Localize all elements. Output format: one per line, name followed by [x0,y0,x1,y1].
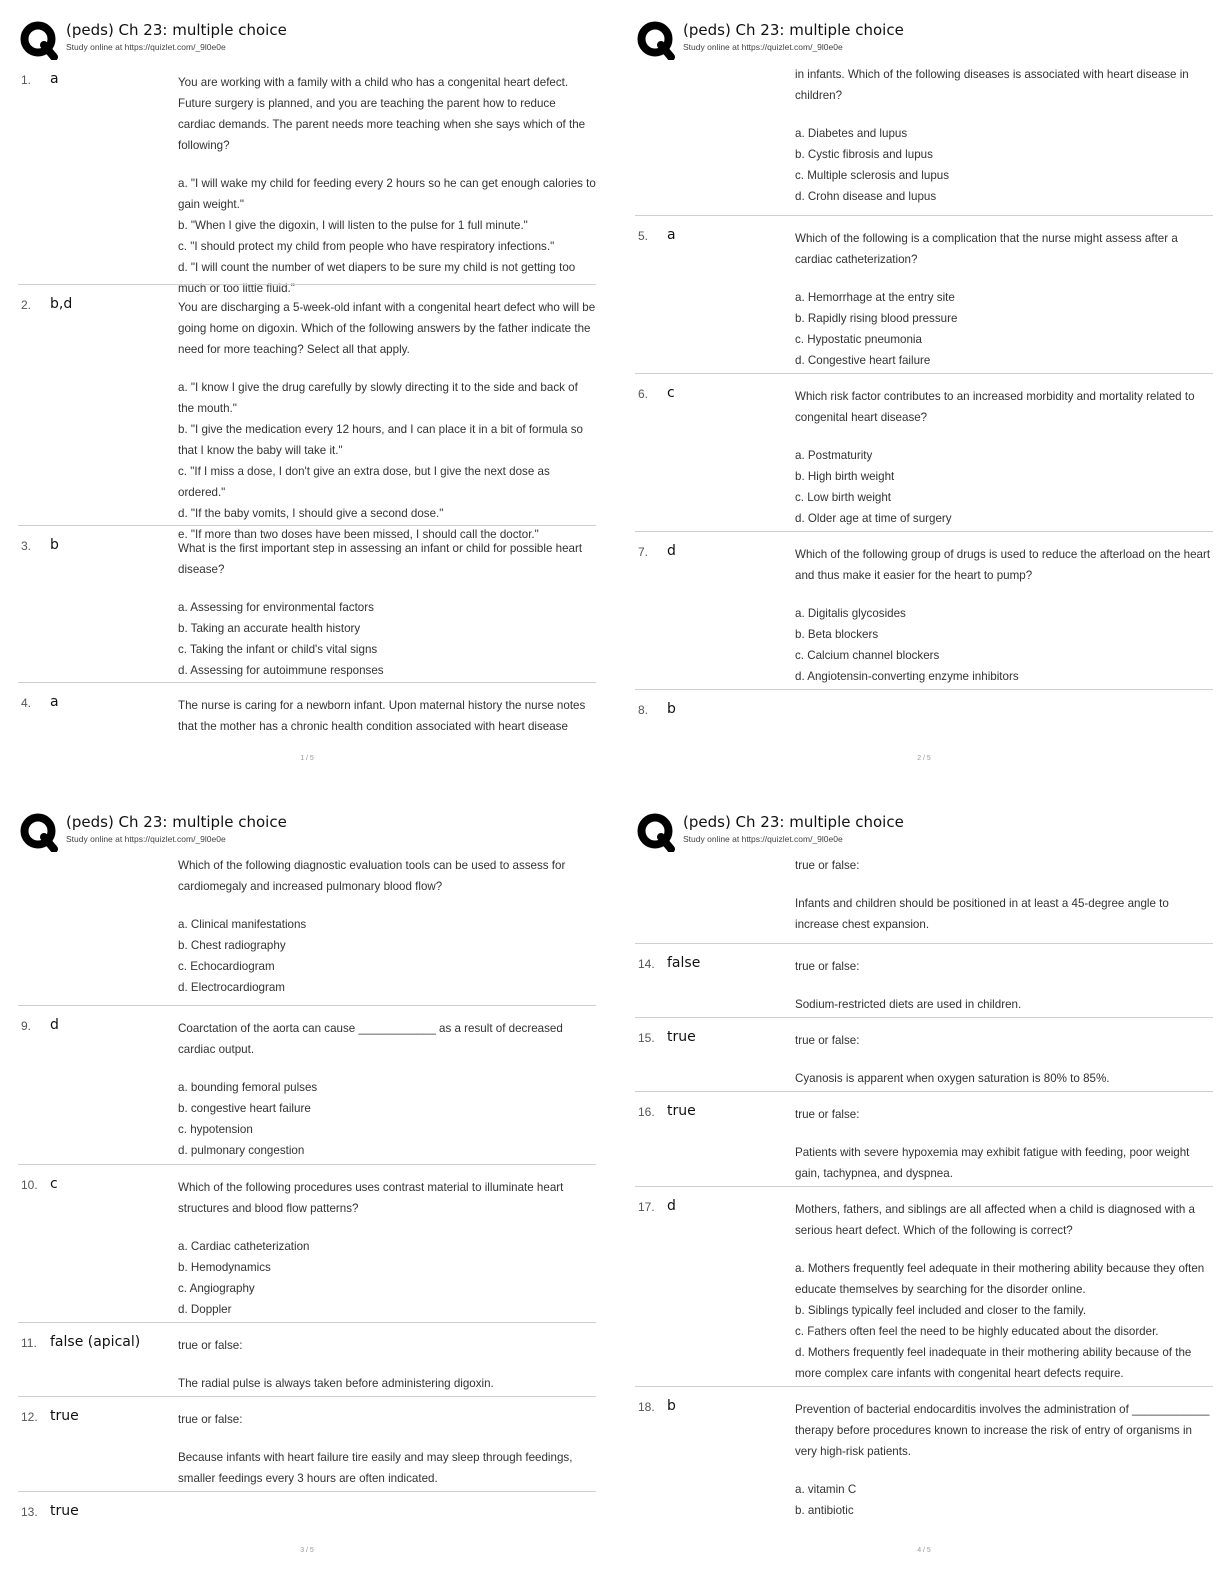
card-number: 12. [21,1410,38,1424]
doc-title: (peds) Ch 23: multiple choice [683,21,904,39]
question-text: true or false: [795,960,860,973]
card-question-block [795,1030,1213,1089]
card-15 [635,1017,1213,1085]
card-number: 1. [21,73,32,87]
statement: The radial pulse is always taken before administering digoxin. [178,1377,494,1390]
card-question-block [178,1018,596,1161]
option-c: c. Echocardiogram [178,960,275,973]
option-b: b. Cystic fibrosis and lupus [795,148,933,161]
option-c: c. hypotension [178,1123,253,1136]
card-number: 13. [21,1505,38,1519]
card-answer: b [50,537,59,553]
option-a: a. Diabetes and lupus [795,127,908,140]
question-text: Prevention of bacterial endocarditis involves the administration of ____________ therapy before procedures known to increase the risk of entry of organisms in very high-risk patients. [795,1403,1210,1458]
option-b: b. "When I give the digoxin, I will listen to the pulse for 1 full minute." [178,219,528,232]
card-answer: true [667,1103,696,1119]
option-c: c. Angiography [178,1282,255,1295]
doc-title: (peds) Ch 23: multiple choice [66,21,287,39]
card-number: 17. [638,1200,655,1214]
statement: Sodium-restricted diets are used in children. [795,998,1022,1011]
card-answer: c [50,1176,58,1192]
continued-question [178,855,596,998]
option-b: b. High birth weight [795,470,895,483]
card-number: 7. [638,545,649,559]
doc-subtitle[interactable]: Study online at https://quizlet.com/_9l0e0e [66,42,226,52]
page-1 [18,20,596,780]
card-6 [635,373,1213,525]
quizlet-logo-icon [635,20,675,60]
option-c: c. "If I miss a dose, I don't give an extra dose, but I give the next dose as ordered." [178,465,550,499]
option-a: a. Hemorrhage at the entry site [795,291,955,304]
card-answer: c [667,385,675,401]
card-4 [18,682,596,733]
card-number: 2. [21,298,32,312]
option-c: c. Calcium channel blockers [795,649,940,662]
option-b: b. Siblings typically feel included and closer to the family. [795,1304,1087,1317]
continued-text: true or false: [795,859,860,872]
question-text: Which of the following procedures uses contrast material to illuminate heart structures and blood flow patterns? [178,1181,564,1215]
option-a: a. Cardiac catheterization [178,1240,310,1253]
page-footer: 4 / 5 [917,1547,931,1554]
continued-text: in infants. Which of the following diseases is associated with heart disease in children? [795,68,1189,102]
option-c: c. Fathers often feel the need to be highly educated about the disorder. [795,1325,1159,1338]
question-text: true or false: [795,1034,860,1047]
card-answer: b [667,701,676,717]
option-c: c. Hypostatic pneumonia [795,333,922,346]
page-header [635,20,1213,60]
card-number: 8. [638,703,649,717]
option-b: b. antibiotic [795,1504,854,1517]
card-question-block [795,1199,1213,1384]
card-answer: a [667,227,676,243]
card-question-block [178,1177,596,1320]
option-d: d. Older age at time of surgery [795,512,952,525]
option-b: b. Hemodynamics [178,1261,271,1274]
option-d: d. "If the baby vomits, I should give a second dose." [178,507,444,520]
doc-subtitle[interactable]: Study online at https://quizlet.com/_9l0e0e [683,834,843,844]
page-footer: 3 / 5 [300,1547,314,1554]
option-b: b. Taking an accurate health history [178,622,361,635]
statement: Because infants with heart failure tire easily and may sleep through feedings, smaller feedings every 3 hours are often indicated. [178,1451,573,1485]
statement: Cyanosis is apparent when oxygen saturation is 80% to 85%. [795,1072,1110,1085]
card-13 [18,1491,596,1519]
card-answer: d [667,543,676,559]
card-answer: d [50,1017,59,1033]
option-d: d. Mothers frequently feel inadequate in their mothering ability because of the more complex care infants with congenital heart defects require. [795,1346,1192,1380]
question-text: You are working with a family with a child who has a congenital heart defect. Future surgery is planned, and you are teaching the parent how to reduce cardiac demands. The parent needs more teaching when she says which of the following? [178,76,586,152]
continued-question [795,64,1213,207]
option-a: a. Mothers frequently feel adequate in their mothering ability because they often educate themselves by searching for the disorder online. [795,1262,1205,1296]
card-number: 14. [638,957,655,971]
card-answer: true [50,1408,79,1424]
card-number: 15. [638,1031,655,1045]
question-text: You are discharging a 5-week-old infant with a congenital heart defect who will be going home on digoxin. Which of the following answers by the father indicate the need for more teaching? Select all that apply. [178,301,596,356]
question-text: true or false: [178,1413,243,1426]
card-answer: a [50,694,59,710]
option-b: b. Chest radiography [178,939,286,952]
card-7 [635,531,1213,683]
card-12 [18,1396,596,1485]
option-a: a. Assessing for environmental factors [178,601,374,614]
page-2 [635,20,1213,780]
doc-subtitle[interactable]: Study online at https://quizlet.com/_9l0e0e [66,834,226,844]
card-5 [635,215,1213,367]
option-d: d. "I will count the number of wet diapers to be sure my child is not getting too much or too little fluid." [178,261,576,295]
page-3 [18,812,596,1572]
card-question-block [178,1335,596,1394]
statement: Patients with severe hypoxemia may exhibit fatigue with feeding, poor weight gain, tachypnea, and dyspnea. [795,1146,1190,1180]
quizlet-logo-icon [18,20,58,60]
question-text: Mothers, fathers, and siblings are all affected when a child is diagnosed with a serious heart defect. Which of the following is correct? [795,1203,1196,1237]
option-b: b. congestive heart failure [178,1102,311,1115]
card-question-block [795,1104,1213,1184]
card-number: 10. [21,1178,38,1192]
question-text: Coarctation of the aorta can cause ____________ as a result of decreased cardiac output. [178,1022,563,1056]
card-16 [635,1091,1213,1180]
quizlet-logo-icon [18,812,58,852]
card-question-block [795,1399,1213,1521]
page-4 [635,812,1213,1572]
option-a: a. "I know I give the drug carefully by slowly directing it to the side and back of the mouth." [178,381,578,415]
card-question-block [178,72,596,299]
card-question-block [795,956,1213,1015]
doc-subtitle[interactable]: Study online at https://quizlet.com/_9l0e0e [683,42,843,52]
card-question-block [795,228,1213,371]
option-d: d. pulmonary congestion [178,1144,305,1157]
card-14 [635,943,1213,1011]
card-10 [18,1164,596,1316]
continued-question [795,855,1213,935]
option-b: b. Beta blockers [795,628,879,641]
card-question-block [795,544,1213,687]
option-e: e. "If more than two doses have been missed, I should call the doctor." [178,528,539,541]
page-footer: 2 / 5 [917,755,931,762]
card-18 [635,1386,1213,1517]
question-text: true or false: [178,1339,243,1352]
card-answer: true [667,1029,696,1045]
card-question-block [178,1409,596,1489]
card-answer: a [50,71,59,87]
option-d: d. Doppler [178,1303,232,1316]
option-c: c. Taking the infant or child's vital signs [178,643,378,656]
question-text: Which of the following is a complication that the nurse might assess after a cardiac catheterization? [795,232,1178,266]
card-answer: b,d [50,296,73,312]
option-a: a. Postmaturity [795,449,873,462]
card-answer: d [667,1198,676,1214]
option-a: a. "I will wake my child for feeding every 2 hours so he can get enough calories to gain weight." [178,177,596,211]
option-a: a. Clinical manifestations [178,918,307,931]
option-d: d. Assessing for autoimmune responses [178,664,384,677]
option-d: d. Electrocardiogram [178,981,285,994]
card-answer: true [50,1503,79,1519]
card-number: 11. [21,1336,37,1350]
continued-text: Which of the following diagnostic evaluation tools can be used to assess for cardiomegaly and increased pulmonary blood flow? [178,859,566,893]
page-header [18,812,596,852]
card-question-block [795,386,1213,529]
card-17 [635,1186,1213,1380]
card-number: 4. [21,696,32,710]
doc-title: (peds) Ch 23: multiple choice [66,813,287,831]
card-answer: false [667,955,701,971]
option-b: b. Rapidly rising blood pressure [795,312,958,325]
card-answer: b [667,1398,676,1414]
card-11 [18,1322,596,1390]
question-text: Which risk factor contributes to an increased morbidity and mortality related to congenital heart disease? [795,390,1195,424]
card-number: 3. [21,539,32,553]
card-number: 9. [21,1019,32,1033]
option-c: c. Low birth weight [795,491,892,504]
option-c: c. Multiple sclerosis and lupus [795,169,950,182]
card-number: 6. [638,387,649,401]
card-number: 5. [638,229,649,243]
option-b: b. "I give the medication every 12 hours, and I can place it in a bit of formula so that I know the baby will take it." [178,423,583,457]
card-answer: false (apical) [50,1334,141,1350]
page-header [635,812,1213,852]
question-text: true or false: [795,1108,860,1121]
card-question-block [178,297,596,545]
card-question-block [178,695,596,737]
question-text: The nurse is caring for a newborn infant. Upon maternal history the nurse notes that the mother has a chronic health condition associated with heart disease [178,699,586,733]
option-a: a. bounding femoral pulses [178,1081,318,1094]
option-c: c. "I should protect my child from people who have respiratory infections." [178,240,555,253]
option-a: a. Digitalis glycosides [795,607,906,620]
statement: Infants and children should be positioned in at least a 45-degree angle to increase chest expansion. [795,897,1169,931]
option-d: d. Crohn disease and lupus [795,190,937,203]
question-text: Which of the following group of drugs is used to reduce the afterload on the heart and thus make it easier for the heart to pump? [795,548,1211,582]
card-question-block [178,538,596,681]
option-d: d. Angiotensin-converting enzyme inhibitors [795,670,1019,683]
card-9 [18,1005,596,1157]
page-footer: 1 / 5 [300,755,314,762]
card-8 [635,689,1213,717]
question-text: What is the first important step in assessing an infant or child for possible heart disease? [178,542,583,576]
page-header [18,20,596,60]
card-2 [18,284,596,541]
card-number: 18. [638,1400,655,1414]
card-number: 16. [638,1105,655,1119]
option-d: d. Congestive heart failure [795,354,931,367]
quizlet-logo-icon [635,812,675,852]
doc-title: (peds) Ch 23: multiple choice [683,813,904,831]
option-a: a. vitamin C [795,1483,857,1496]
